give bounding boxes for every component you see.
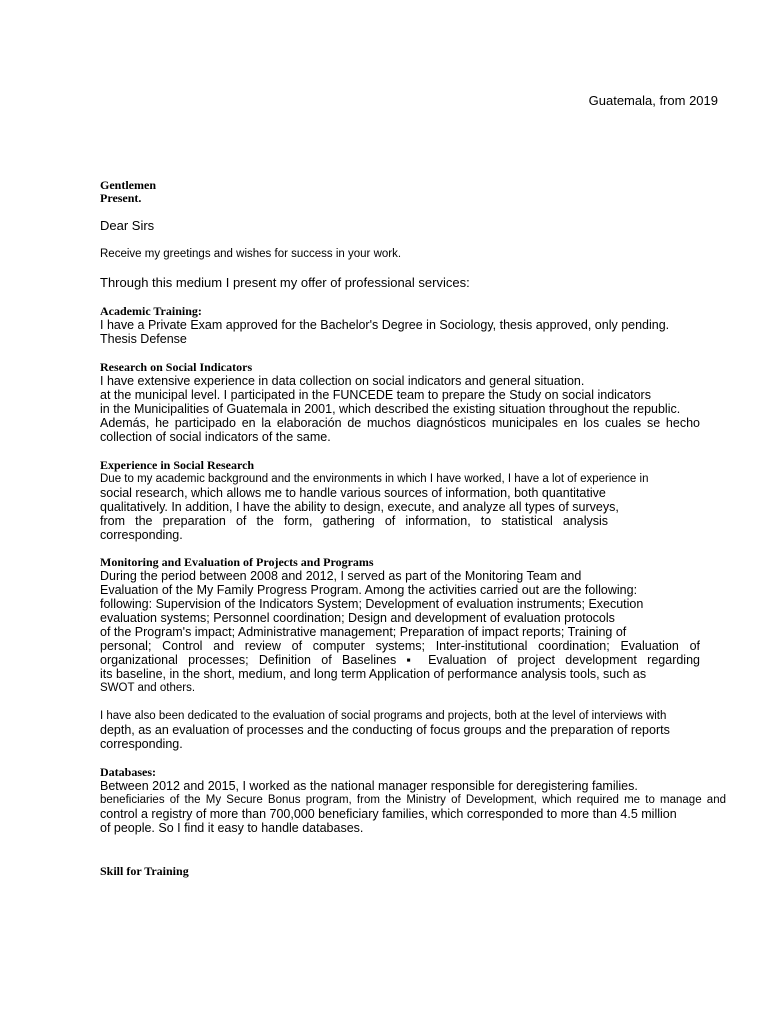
dear-line: Dear Sirs [100,218,155,233]
monitoring-line: During the period between 2008 and 2012, I served as part of the Monitoring Team and [100,569,582,583]
research-heading: Research on Social Indicators [100,360,253,374]
salutation-gentlemen: Gentlemen [100,178,156,192]
section-experience [100,458,700,542]
salutation-present: Present. [100,191,142,205]
research-line: in the Municipalities of Guatemala in 2001, which described the existing situation throughout the republic. [100,402,681,416]
databases-line: control a registry of more than 700,000 beneficiary families, which corresponded to more than 4.5 million [100,807,677,821]
also-line: corresponding. [100,737,183,751]
experience-line: Due to my academic background and the environments in which I have worked, I have a lot of experience in [100,473,649,485]
section-also [100,709,700,751]
monitoring-line: of the Program's impact; Administrative management; Preparation of impact reports; Training of [100,625,627,639]
monitoring-line: personal; Control and review of computer systems; Inter-institutional coordination; Evaluation of [100,639,700,653]
monitoring-line: SWOT and others. [100,682,196,694]
greeting-line: Receive my greetings and wishes for success in your work. [100,248,402,260]
intro-line: Through this medium I present my offer of professional services: [100,275,470,290]
monitoring-line: organizational processes; Definition of Baselines ▪ Evaluation of project development regarding [100,653,700,667]
experience-line: from the preparation of the form, gathering of information, to statistical analysis [100,514,608,528]
research-line: Además, he participado en la elaboración de muchos diagnósticos municipales en los cuales se hecho [100,416,700,430]
databases-heading: Databases: [100,765,156,779]
research-line: collection of social indicators of the same. [100,430,331,444]
databases-line: of people. So I find it easy to handle databases. [100,821,364,835]
section-academic [100,304,700,346]
section-skill [100,864,700,878]
academic-line: Thesis Defense [100,332,187,346]
also-line: I have also been dedicated to the evaluation of social programs and projects, both at the level of interviews with [100,710,667,722]
skill-heading: Skill for Training [100,864,189,878]
experience-line: corresponding. [100,528,183,542]
section-databases [100,765,726,835]
monitoring-heading: Monitoring and Evaluation of Projects and Programs [100,555,374,569]
databases-line: beneficiaries of the My Secure Bonus program, from the Ministry of Development, which required me to manage and [100,794,726,806]
experience-heading: Experience in Social Research [100,458,255,472]
research-line: I have extensive experience in data collection on social indicators and general situation. [100,374,585,388]
monitoring-line: Evaluation of the My Family Progress Program. Among the activities carried out are the following: [100,583,638,597]
experience-line: social research, which allows me to handle various sources of information, both quantitative [100,486,606,500]
academic-heading: Academic Training: [100,304,202,318]
also-line: depth, as an evaluation of processes and the conducting of focus groups and the preparation of reports [100,723,670,737]
monitoring-line: following: Supervision of the Indicators System; Development of evaluation instruments; Execution [100,597,644,611]
databases-line: Between 2012 and 2015, I worked as the national manager responsible for deregistering families. [100,779,638,793]
monitoring-line: evaluation systems; Personnel coordination; Design and development of evaluation protocols [100,611,615,625]
academic-line: I have a Private Exam approved for the Bachelor's Degree in Sociology, thesis approved, only pending. [100,318,670,332]
section-monitoring [100,555,700,695]
monitoring-line: its baseline, in the short, medium, and long term Application of performance analysis tools, such as [100,667,647,681]
experience-line: qualitatively. In addition, I have the ability to design, execute, and analyze all types of surveys, [100,500,619,514]
section-research [100,360,700,444]
date-line: Guatemala, from 2019 [588,93,718,108]
research-line: at the municipal level. I participated in the FUNCEDE team to prepare the Study on social indicators [100,388,651,402]
